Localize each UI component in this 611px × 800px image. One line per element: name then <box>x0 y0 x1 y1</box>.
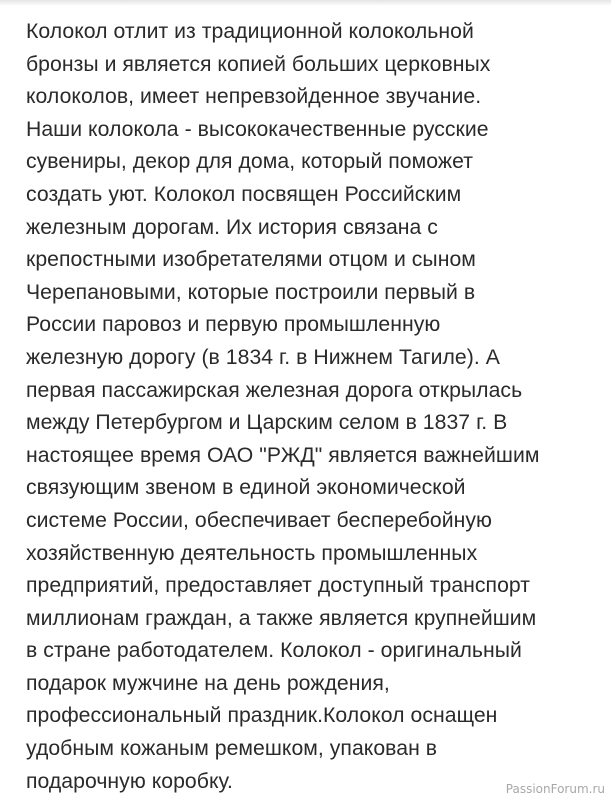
text-line: подарок мужчине на день рождения, <box>26 671 390 695</box>
text-line: железную дорогу (в 1834 г. в Нижнем Тагиле). А <box>26 345 500 369</box>
text-line: крепостными изобретателями отцом и сыном <box>26 248 476 272</box>
text-line: настоящее время ОАО "РЖД" является важнейшим <box>26 443 540 467</box>
text-line: удобным кожаным ремешком, упакован в <box>26 737 438 761</box>
top-edge-shadow <box>0 0 611 6</box>
text-line: первая пассажирская железная дорога открылась <box>26 378 523 402</box>
text-line: хозяйственную деятельность промышленных <box>26 541 478 565</box>
text-line: колоколов, имеет непревзойденное звучание. <box>26 85 482 109</box>
text-line: России паровоз и первую промышленную <box>26 313 441 337</box>
text-line: железным дорогам. Их история связана с <box>26 215 438 239</box>
text-line: подарочную коробку. <box>26 769 233 793</box>
article-text <box>26 16 601 798</box>
site-watermark: PassionForum.ru <box>505 782 605 796</box>
text-line: Наши колокола - высококачественные русские <box>26 117 489 141</box>
text-line: сувениры, декор для дома, который поможет <box>26 150 473 174</box>
text-line: бронзы и является копией больших церковных <box>26 52 491 76</box>
text-line: миллионам граждан, а также является крупнейшим <box>26 606 537 630</box>
text-line: Колокол отлит из традиционной колокольной <box>26 20 474 43</box>
text-line: Черепановыми, которые построили первый в <box>26 280 476 304</box>
text-line: профессиональный праздник.Колокол оснащен <box>26 704 498 728</box>
text-line: связующим звеном в единой экономической <box>26 476 466 500</box>
text-line: предприятий, предоставляет доступный транспорт <box>26 574 531 598</box>
text-line: создать уют. Колокол посвящен Российским <box>26 182 462 206</box>
text-line: между Петербургом и Царским селом в 1837 г. В <box>26 411 508 435</box>
text-line: в стране работодателем. Колокол - оригинальный <box>26 639 522 663</box>
text-line: системе России, обеспечивает бесперебойную <box>26 508 492 532</box>
